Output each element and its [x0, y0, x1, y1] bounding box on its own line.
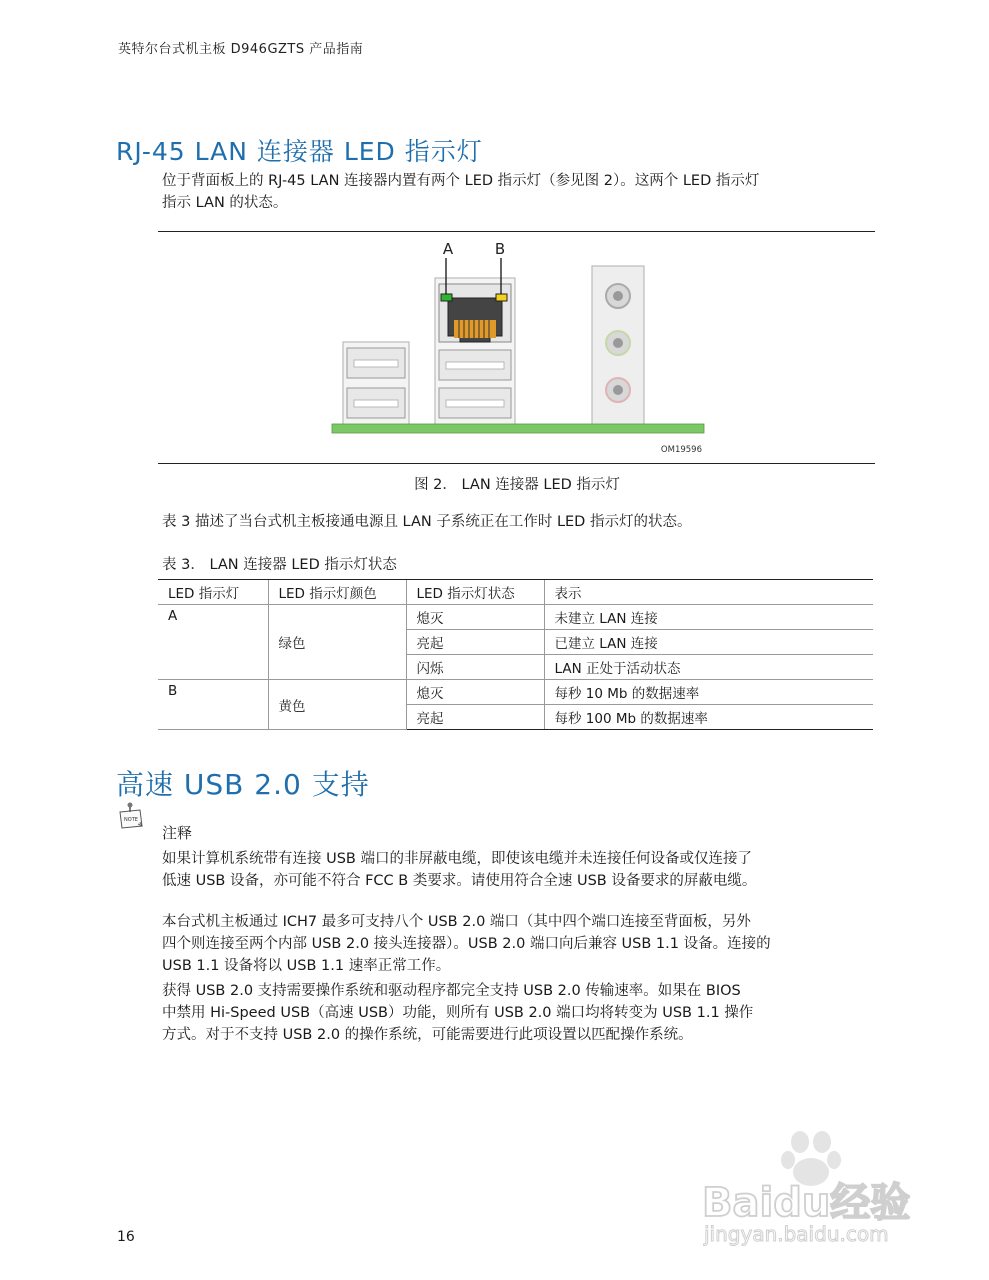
baidu-watermark: [692, 1128, 932, 1246]
usb-paragraph-line: USB 1.1 设备将以 USB 1.1 速率正常工作。: [162, 958, 451, 974]
lan-intro-line: 位于背面板上的 RJ-45 LAN 连接器内置有两个 LED 指示灯（参见图 2）。这两个 LED 指示灯: [162, 173, 760, 189]
figure-caption: 图 2． LAN 连接器 LED 指示灯: [414, 477, 620, 493]
led-status-table: [158, 579, 873, 730]
watermark-url: jingyan.baidu.com: [704, 1222, 889, 1246]
usb-paragraph-line: 方式。对于不支持 USB 2.0 的操作系统，可能需要进行此项设置以匹配操作系统。: [162, 1027, 693, 1043]
led-a-green: [441, 294, 452, 301]
label-b: B: [494, 240, 506, 258]
usb-paragraph-1: [162, 911, 862, 977]
label-a: A: [442, 240, 454, 258]
led-state-cell: 熄灭: [406, 680, 544, 705]
figure-top-rule: [158, 231, 875, 232]
usb-stack-left: [343, 342, 409, 426]
lan-intro-line: 指示 LAN 的状态。: [162, 195, 288, 211]
section-heading-usb: 高速 USB 2.0 支持: [116, 768, 370, 801]
led-color-cell: 黄色: [268, 680, 406, 730]
figure-code: OM19596: [660, 445, 702, 455]
note-line: 低速 USB 设备，亦可能不符合 FCC B 类要求。请使用符合全速 USB 设备要求的屏蔽电缆。: [162, 873, 757, 889]
column-header: 表示: [544, 580, 873, 605]
circuit-board-edge: [332, 424, 704, 433]
column-header: LED 指示灯颜色: [268, 580, 406, 605]
table-row: [158, 605, 873, 630]
led-color-cell: 绿色: [268, 605, 406, 680]
lan-connector-figure: [330, 238, 706, 458]
audio-jack-panel: [592, 266, 644, 426]
lan-intro-paragraph: [162, 170, 862, 214]
note-label: 注释: [162, 824, 193, 842]
led-meaning-cell: 每秒 10 Mb 的数据速率: [544, 680, 873, 705]
led-state-cell: 亮起: [406, 705, 544, 730]
paw-logo-icon: [781, 1131, 841, 1186]
usb-paragraph-line: 中禁用 Hi-Speed USB（高速 USB）功能，则所有 USB 2.0 端口均将转变为 USB 1.1 操作: [162, 1005, 754, 1021]
led-name-cell: A: [158, 605, 268, 680]
usb-paragraph-2: [162, 980, 862, 1046]
table-intro-paragraph: 表 3 描述了当台式机主板接通电源且 LAN 子系统正在工作时 LED 指示灯的状态。: [162, 514, 692, 530]
page-number: 16: [117, 1229, 135, 1245]
led-name-cell: B: [158, 680, 268, 730]
led-meaning-cell: 已建立 LAN 连接: [544, 630, 873, 655]
page-header: 英特尔台式机主板 D946GZTS 产品指南: [118, 42, 364, 57]
table-title: 表 3． LAN 连接器 LED 指示灯状态: [162, 557, 397, 573]
table-row: [158, 680, 873, 705]
led-state-cell: 闪烁: [406, 655, 544, 680]
note-line: 如果计算机系统带有连接 USB 端口的非屏蔽电缆，即使该电缆并未连接任何设备或仅连接了: [162, 851, 752, 867]
rj45-usb-stack: [435, 278, 515, 428]
led-meaning-cell: 每秒 100 Mb 的数据速率: [544, 705, 873, 730]
note-icon: [116, 800, 146, 830]
led-state-cell: 亮起: [406, 630, 544, 655]
note-paragraph: [162, 848, 852, 892]
led-meaning-cell: 未建立 LAN 连接: [544, 605, 873, 630]
usb-paragraph-line: 获得 USB 2.0 支持需要操作系统和驱动程序都完全支持 USB 2.0 传输速率。如果在 BIOS: [162, 983, 741, 999]
table-header-row: [158, 580, 873, 605]
led-meaning-cell: LAN 正处于活动状态: [544, 655, 873, 680]
figure-bottom-rule: [158, 463, 875, 464]
svg-text:NOTE: NOTE: [124, 817, 138, 823]
led-b-yellow: [496, 294, 507, 301]
usb-paragraph-line: 本台式机主板通过 ICH7 最多可支持八个 USB 2.0 端口（其中四个端口连接至背面板，另外: [162, 914, 751, 930]
section-heading-lan-led: RJ-45 LAN 连接器 LED 指示灯: [116, 137, 483, 166]
watermark-brand: Baidu经验: [702, 1180, 911, 1226]
column-header: LED 指示灯: [158, 580, 268, 605]
led-state-cell: 熄灭: [406, 605, 544, 630]
usb-paragraph-line: 四个则连接至两个内部 USB 2.0 接头连接器）。USB 2.0 端口向后兼容 USB 1.1 设备。连接的: [162, 936, 771, 952]
column-header: LED 指示灯状态: [406, 580, 544, 605]
